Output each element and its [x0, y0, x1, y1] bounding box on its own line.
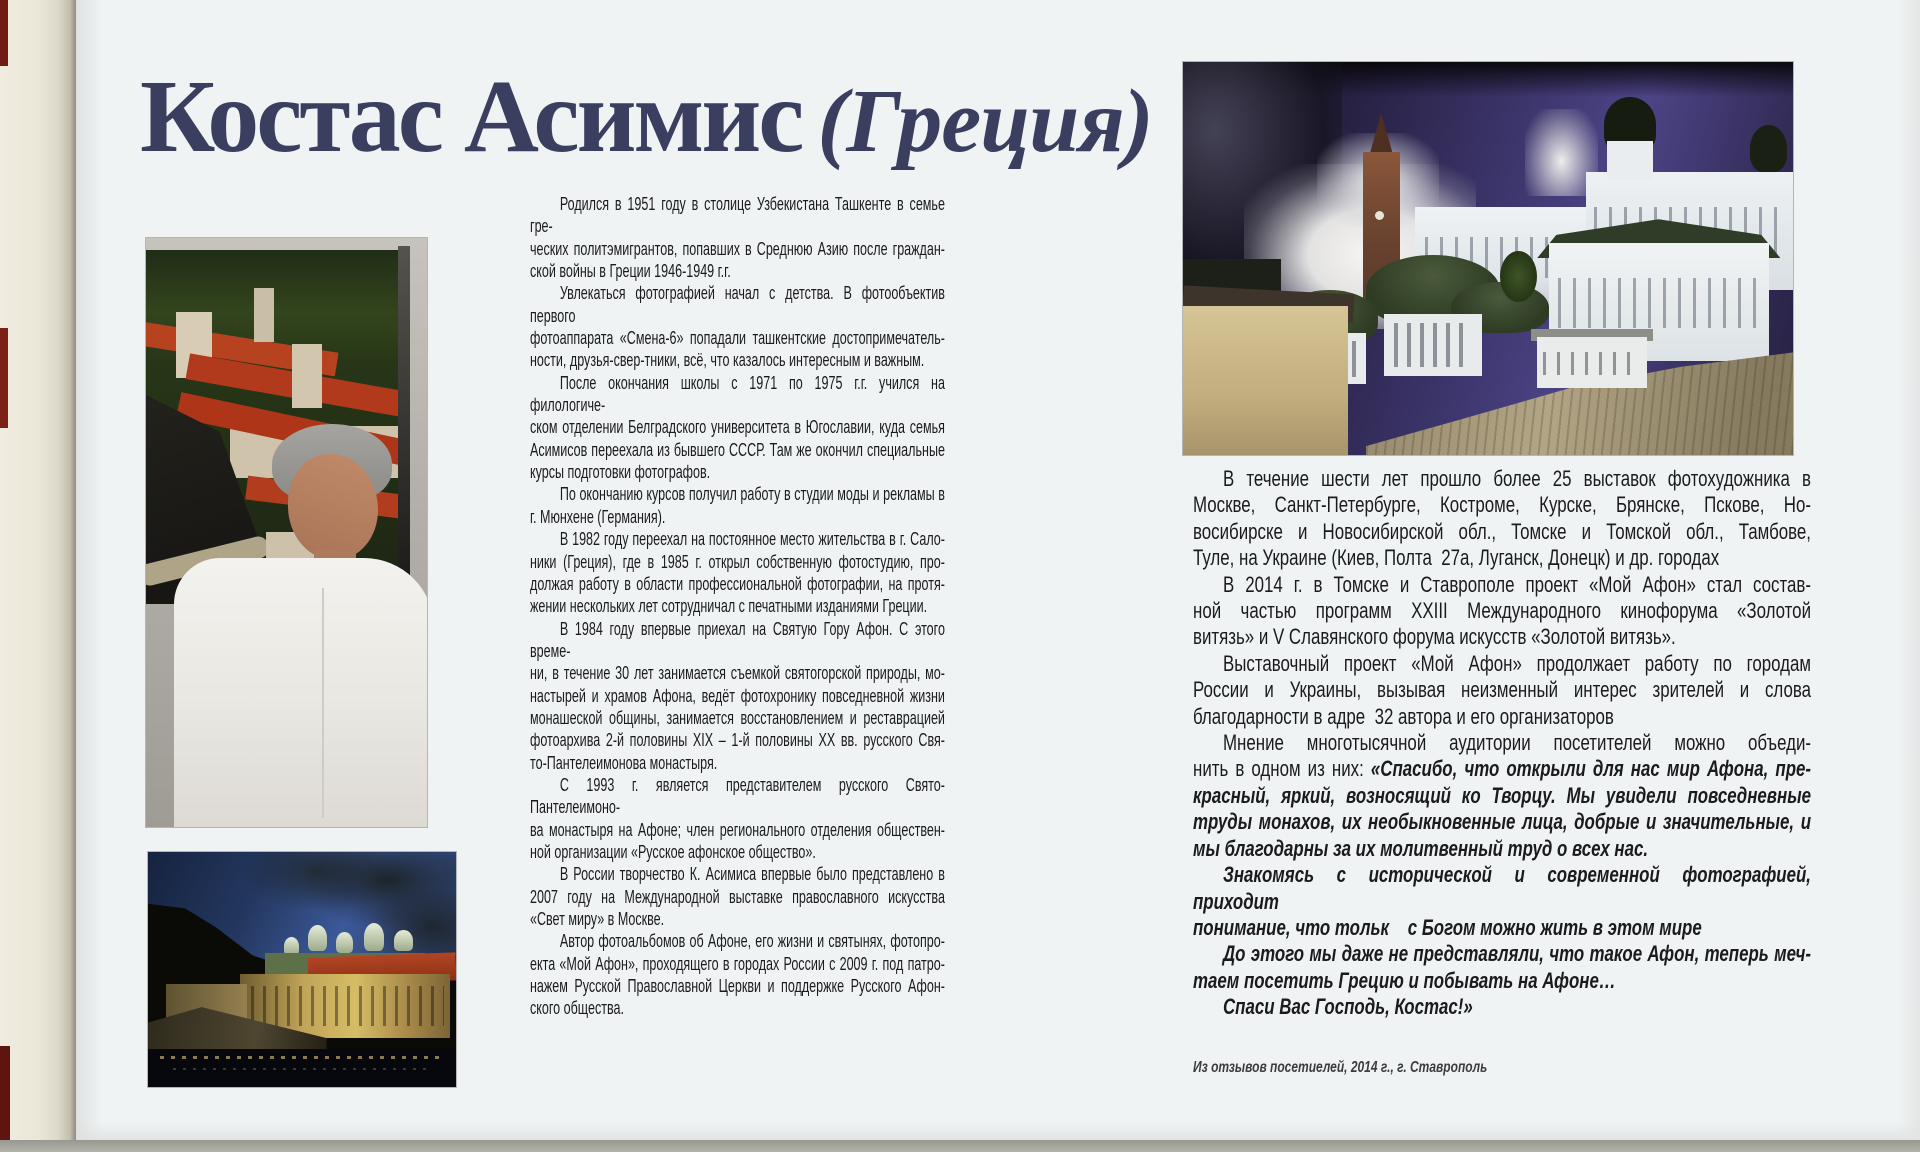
text-line: В России творчество К. Асимиса впервые было представлено в — [559, 863, 945, 885]
text-line: благодарности в адре 32 автора и его организаторов — [1193, 703, 1614, 729]
text-line: ской войны в Греции 1946-1949 г.г. — [530, 260, 731, 282]
tan-building — [1183, 306, 1348, 455]
text-line: ва монастыря на Афоне; член регионального отделения обществен- — [530, 818, 945, 840]
text-line: восибирске и Новосибирской обл., Томске и Томской обл., Тамбове, — [1193, 518, 1811, 544]
dark-dome — [1750, 125, 1787, 172]
visitor-quote — [1193, 862, 1811, 941]
text-line: С 1993 г. является представителем русского Свято-Пантелеимоно- — [530, 773, 945, 818]
text-line: мы благодарны за их молитвенный труд о всех нас. — [1193, 835, 1649, 861]
text-line: Москве, Санкт-Петербурге, Костроме, Курске, Брянске, Пскове, Но- — [1193, 492, 1811, 518]
text-line: После окончания школы с 1971 по 1975 г.г. учился на филологиче- — [530, 371, 945, 416]
paragraph — [1193, 651, 1811, 730]
background-edge-bottom — [0, 1046, 10, 1152]
paragraph — [530, 282, 945, 371]
quote-attribution: Из отзывов посетиелей, 2014 г., г. Ставрополь — [1193, 1058, 1488, 1076]
text-line: Туле, на Украине (Киев, Полта 27а, Луганск, Донецк) и др. городах — [1193, 545, 1720, 571]
dome — [336, 932, 353, 953]
shirt-placket — [322, 588, 324, 818]
artist-country: (Греция) — [817, 72, 1153, 171]
tower — [292, 344, 322, 408]
text-line: фотоархива 2-й половины XIX – 1-й половины XX вв. русского Свя- — [530, 729, 945, 751]
portrait-photo — [146, 238, 427, 827]
text-line: Мнение многотысячной аудитории посетителей можно объеди- — [1223, 730, 1811, 756]
text-line: Увлекаться фотографией начал с детства. В фотообъектив первого — [530, 282, 945, 326]
text-line: труды монахов, их необыкновенные лица, добрые и значительные, и — [1193, 809, 1811, 835]
print-edge — [398, 246, 410, 604]
paragraph — [530, 863, 945, 930]
text-line: 2007 году на Международной выставке православного искусства — [530, 885, 945, 907]
text-line: ники (Греция), где в 1985 г. открыл собственную фотостудию, про- — [530, 550, 945, 572]
text-line: России и Украины, вызывая неизменный интерес зрителей и слова — [1193, 677, 1811, 703]
page-left-margin — [0, 0, 76, 1152]
window-rows — [251, 986, 444, 1027]
text-line: «Свет миру» в Москве. — [530, 908, 665, 929]
quote-lead-in: нить в одном из них: — [1193, 756, 1371, 782]
palm-tree — [1500, 251, 1537, 302]
visitor-quote — [1193, 941, 1811, 994]
text-line: В 1984 году впервые приехал на Святую Гору Афон. С этого време- — [530, 617, 945, 661]
biography-column — [530, 193, 945, 1020]
dome-drum — [1384, 314, 1482, 377]
visitor-quote — [1193, 994, 1811, 1020]
text-line: настырей и храмов Афона, ведёт фотохронику повседневной жизни — [530, 684, 945, 706]
monastery-panorama-photo — [1183, 62, 1793, 455]
visitor-quote — [1193, 783, 1811, 862]
text-line: По окончанию курсов получил работу в студии моды и рекламы в — [559, 483, 945, 505]
text-line: екта «Мой Афон», проходящего в городах России с 2009 г. под патро- — [530, 952, 945, 974]
text-line: ности, друзья-свер-тники, всё, что казалось интересным и важным. — [530, 349, 925, 371]
text-line: ни, в течение 30 лет занимается съемкой святогорской природы, мо- — [530, 662, 945, 684]
text-line: таем посетить Грецию и побывать на Афоне… — [1193, 967, 1616, 993]
paragraph — [530, 193, 945, 282]
dome — [308, 925, 326, 951]
white-house — [1537, 337, 1647, 388]
text-line: Родился в 1951 году в столице Узбекистана Ташкенте в семье гре- — [530, 193, 945, 237]
paragraph — [530, 372, 945, 484]
text-line: красный, яркий, возносящий ко Творцу. Мы увидели повседневные — [1193, 782, 1811, 808]
night-monastery-photo — [148, 852, 456, 1087]
text-line: Выставочный проект «Мой Афон» продолжает работу по городам — [1223, 650, 1811, 676]
text-line: ческих политэмигрантов, попавших в Среднюю Азию после граждан- — [530, 237, 945, 259]
text-line: должая работу в области профессиональной фотографии, на протя- — [530, 572, 945, 594]
text-line: До этого мы даже не представляли, что такое Афон, теперь меч- — [1223, 941, 1811, 967]
text-line: монашеской общины, занимается восстановлением и реставрацией — [530, 706, 945, 728]
window-rows — [1543, 352, 1640, 375]
text-line: ском отделении Белградского университета в Югославии, куда семья — [530, 416, 945, 438]
text-line: Асимисов переехала из бывшего СССР. Там же окончил специальные — [530, 438, 945, 460]
text-line: курсы подготовки фотографов. — [530, 461, 711, 483]
text-line: нажем Русской Православной Церкви и поддержке Русского Афон- — [530, 975, 945, 997]
paragraph — [1193, 466, 1811, 572]
text-line: то-Пантелеимонова монастыря. — [530, 751, 718, 773]
paragraph — [1193, 572, 1811, 651]
text-line: Знакомясь с исторической и современной фотографией, приходит — [1193, 862, 1811, 914]
artist-name: Костас Асимис — [140, 59, 802, 174]
dome-drum — [1607, 141, 1653, 180]
paragraph — [530, 930, 945, 1019]
text-line: фотоаппарата «Смена-6» попадали ташкентские достопримечатель- — [530, 327, 945, 349]
text-line — [1193, 756, 1811, 782]
text-line: В 2014 г. в Томске и Ставрополе проект «Мой Афон» стал состав- — [1223, 571, 1811, 597]
text-line: жении нескольких лет сотрудничал с печатными изданиями Греции. — [530, 595, 928, 617]
quote-opening: «Спасибо, что открыли для нас мир Афона, пре- — [1370, 756, 1812, 782]
page-title — [140, 59, 1153, 174]
exhibitions-column — [1193, 466, 1811, 1081]
man-white-shirt — [174, 558, 427, 827]
text-line: ной частью программ XXIII Международного кинофорума «Золотой — [1193, 598, 1811, 624]
light-reflections — [173, 1068, 432, 1070]
bell-spire — [254, 288, 274, 342]
window-rows — [1558, 278, 1760, 328]
text-line: витязь» и V Славянского форума искусств «Золотой витязь». — [1193, 624, 1676, 650]
paragraph — [530, 483, 945, 528]
arched-windows — [1394, 323, 1472, 367]
dome — [394, 930, 412, 951]
paragraph — [530, 528, 945, 617]
text-line: понимание, что тольк с Богом можно жить в этом мире — [1193, 914, 1702, 940]
dome — [364, 923, 384, 951]
text-line: г. Мюнхене (Германия). — [530, 505, 666, 527]
background-edge-top — [0, 0, 8, 66]
tower-clock — [1375, 211, 1384, 220]
text-line: ной организации «Русское афонское общество». — [530, 840, 816, 862]
monastery-print-backdrop — [146, 250, 398, 604]
paragraph — [1193, 730, 1811, 783]
light-reflections — [160, 1056, 443, 1059]
paragraph — [530, 774, 945, 863]
text-line: В 1982 году переехал на постоянное место жительства в г. Сало- — [559, 528, 945, 550]
text-line: Спаси Вас Господь, Костас!» — [1223, 994, 1473, 1020]
text-line: Автор фотоальбомов об Афоне, его жизни и святынях, фотопро- — [559, 930, 945, 952]
text-line: В течение шести лет прошло более 25 выставок фотохудожника в — [1223, 466, 1811, 491]
paragraph — [530, 618, 945, 774]
text-line: ского общества. — [530, 997, 624, 1019]
page-bottom-edge — [0, 1140, 1920, 1152]
background-edge-middle — [0, 328, 8, 428]
